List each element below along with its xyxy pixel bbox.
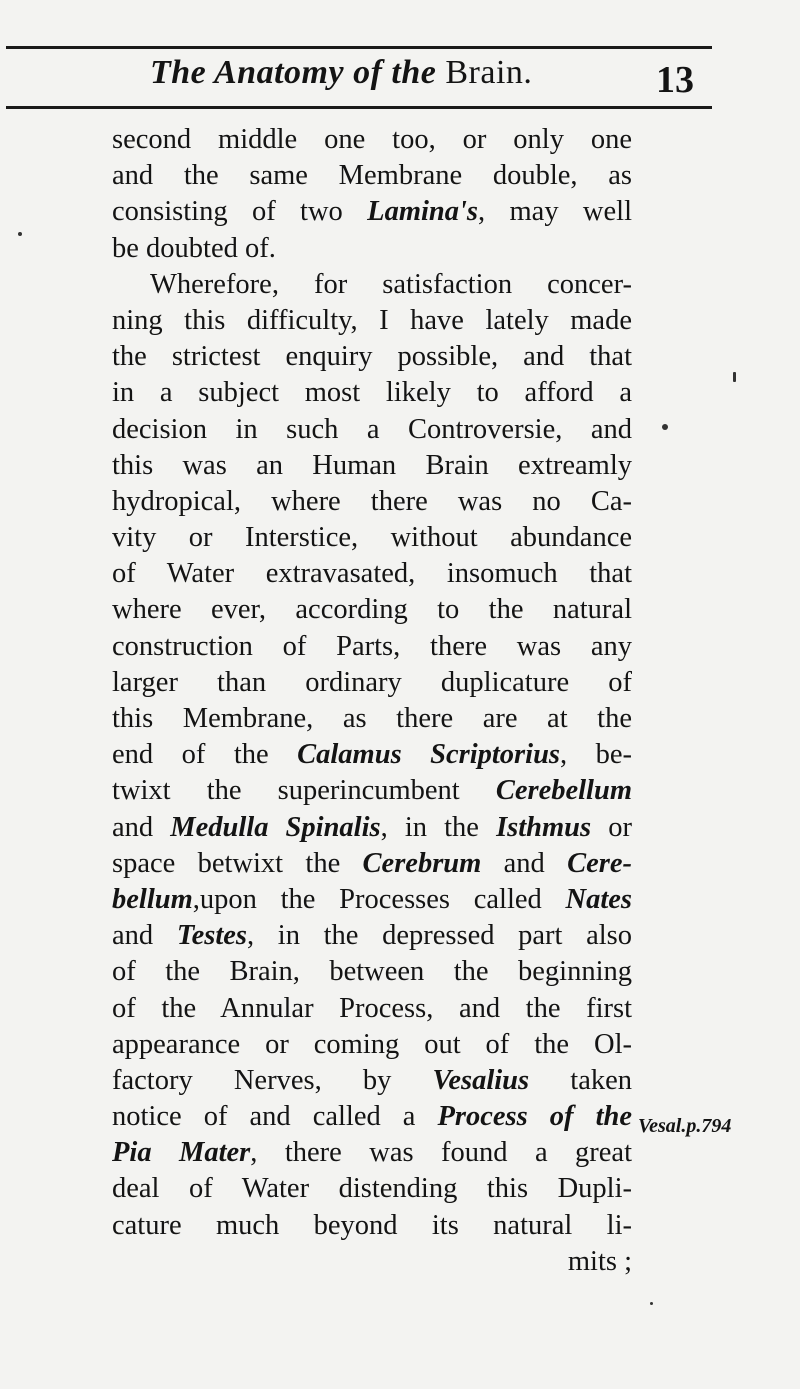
text-run: , in the <box>380 811 497 843</box>
text-line <box>112 1063 632 1099</box>
text-run: and <box>112 920 177 952</box>
text-run: consisting of two <box>112 196 368 228</box>
speck <box>650 1302 653 1305</box>
page-number: 13 <box>656 59 694 101</box>
text-run: Wherefore, for satisfaction concer- <box>150 268 632 300</box>
running-head <box>150 54 532 92</box>
speck <box>18 232 22 236</box>
text-line <box>112 194 632 230</box>
text-run: notice of and called a <box>112 1101 438 1133</box>
text-run: mits ; <box>567 1245 632 1277</box>
text-line <box>112 1244 632 1280</box>
text-run: , be- <box>560 739 632 771</box>
text-run: end of the <box>112 739 298 771</box>
text-run: where ever, according to the natural <box>112 594 632 626</box>
text-line <box>112 448 632 484</box>
text-run: and <box>112 811 171 843</box>
text-run: second middle one too, or only one <box>112 124 632 155</box>
text-run: or <box>591 811 632 843</box>
italic-term: Process of the <box>437 1101 633 1133</box>
text-line <box>112 882 632 918</box>
italic-term: Vesalius <box>432 1064 530 1096</box>
italic-term: Cerebrum <box>362 847 482 879</box>
italic-term: Medulla Spinalis <box>170 811 381 843</box>
text-run: , may well <box>478 196 632 228</box>
text-line <box>112 954 632 990</box>
text-line <box>112 918 632 954</box>
text-line <box>112 267 632 303</box>
text-run: space betwixt the <box>112 847 363 879</box>
text-line <box>112 665 632 701</box>
text-run: decision in such a Controversie, and <box>112 413 632 445</box>
text-run: hydropical, where there was no Ca- <box>112 485 632 517</box>
text-run: larger than ordinary duplicature of <box>112 666 632 698</box>
text-line <box>112 629 632 665</box>
italic-term: Lamina's <box>367 196 479 228</box>
italic-term: Pia Mater <box>112 1137 251 1169</box>
text-run: be doubted of. <box>112 232 276 264</box>
text-run: of the Annular Process, and the first <box>112 992 632 1024</box>
speck <box>733 372 736 382</box>
text-line <box>112 773 632 809</box>
text-run: deal of Water distending this Dupli- <box>112 1173 632 1205</box>
text-run: and the same Membrane double, as <box>112 160 632 192</box>
italic-term: bellum <box>112 883 193 915</box>
text-run: vity or Interstice, without abundance <box>112 522 632 554</box>
text-line <box>112 701 632 737</box>
italic-term: Testes <box>176 920 248 952</box>
top-rule <box>6 46 712 49</box>
text-run: , there was found a great <box>250 1137 632 1169</box>
text-run: appearance or coming out of the Ol- <box>112 1028 632 1060</box>
text-line <box>112 339 632 375</box>
italic-term: Cere- <box>567 847 632 879</box>
text-run: taken <box>529 1064 632 1096</box>
text-run: of the Brain, between the beginning <box>112 956 632 988</box>
margin-note: Vesal.p.794 <box>638 1115 732 1137</box>
text-line <box>112 303 632 339</box>
speck <box>662 424 668 430</box>
text-run: cature much beyond its natural li- <box>112 1209 632 1241</box>
text-run: twixt the superincumbent <box>112 775 496 807</box>
header-rule <box>6 106 712 109</box>
text-line <box>112 846 632 882</box>
text-line <box>112 737 632 773</box>
text-line <box>112 520 632 556</box>
text-run: ,upon the Processes called <box>192 883 566 915</box>
italic-term: Isthmus <box>496 811 592 843</box>
text-run: this was an Human Brain extreamly <box>112 449 632 481</box>
text-line <box>112 810 632 846</box>
text-run: in a subject most likely to afford a <box>112 377 632 409</box>
italic-term: Cerebellum <box>495 775 632 807</box>
text-line <box>112 592 632 628</box>
text-run: , in the depressed part also <box>247 920 632 952</box>
text-run: and <box>481 847 568 879</box>
running-head-italic: The Anatomy of the <box>150 54 437 91</box>
text-run: factory Nerves, by <box>112 1064 433 1096</box>
text-line <box>112 1171 632 1207</box>
text-run: of Water extravasated, insomuch that <box>112 558 632 590</box>
text-line <box>112 158 632 194</box>
body-text <box>112 122 632 1280</box>
text-run: construction of Parts, there was any <box>112 630 632 662</box>
text-run: this Membrane, as there are at the <box>112 703 632 734</box>
text-line <box>112 991 632 1027</box>
text-line <box>112 1027 632 1063</box>
text-line <box>112 231 632 267</box>
text-line <box>112 1099 632 1135</box>
running-head-roman: Brain. <box>445 54 533 91</box>
text-line <box>112 1135 632 1171</box>
italic-term: Nates <box>565 883 632 915</box>
text-line <box>112 412 632 448</box>
text-line <box>112 122 632 158</box>
text-line <box>112 1208 632 1244</box>
text-line <box>112 484 632 520</box>
text-run: ning this difficulty, I have lately made <box>112 304 632 336</box>
text-line <box>112 556 632 592</box>
text-line <box>112 375 632 411</box>
text-run: the strictest enquiry possible, and that <box>112 341 632 373</box>
italic-term: Calamus Scriptorius <box>297 739 561 771</box>
